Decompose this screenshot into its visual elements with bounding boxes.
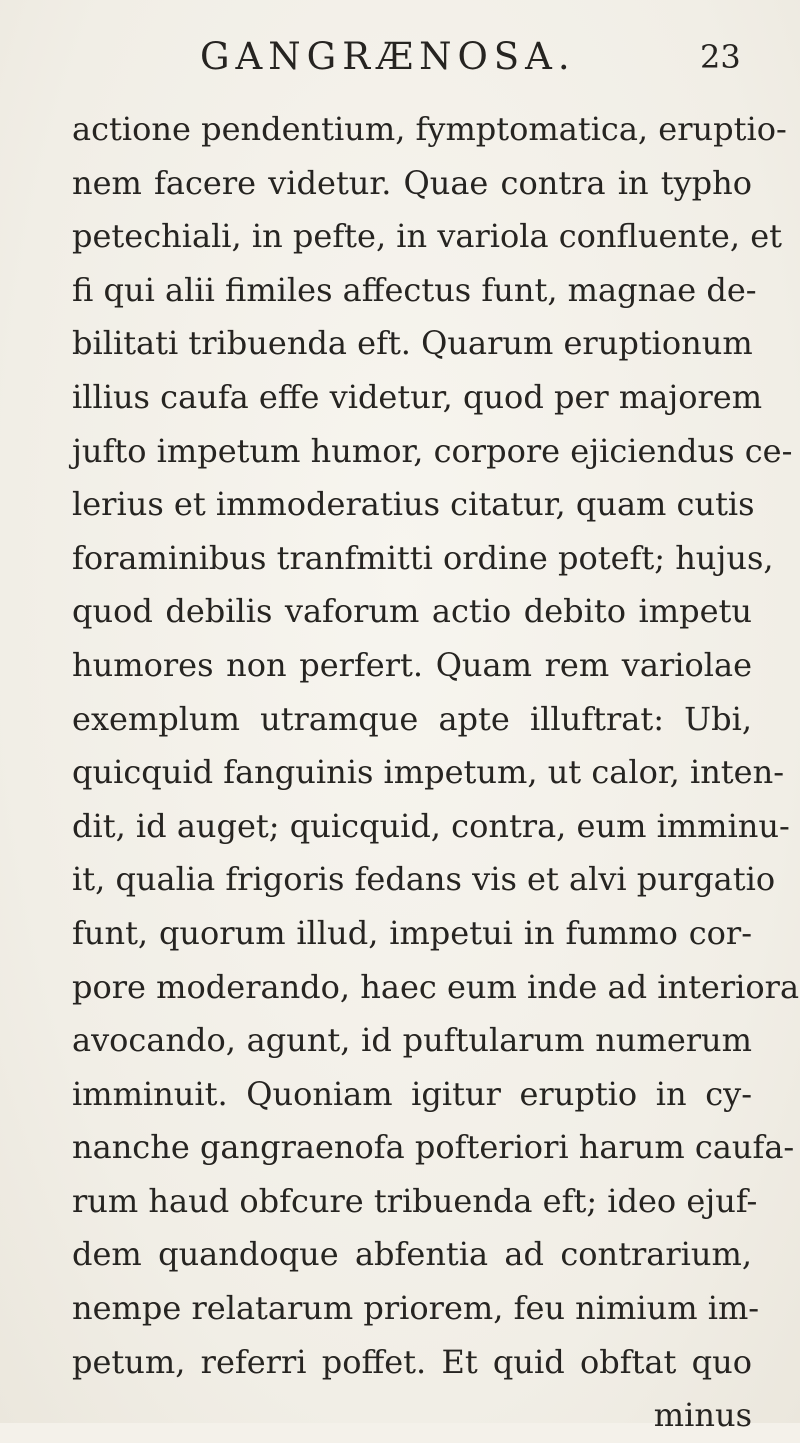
text-line: petum, referri poffet. Et quid obftat quo: [72, 1342, 752, 1381]
catchword: minus: [653, 1396, 752, 1435]
text-line: dit, id auget; quicquid, contra, eum imminu-: [72, 806, 790, 845]
text-line: nem facere videtur. Quae contra in typho: [72, 163, 752, 202]
text-line: fi qui alii fimiles affectus funt, magnae de-: [72, 270, 757, 309]
text-line: illius caufa effe videtur, quod per majorem: [72, 377, 763, 416]
text-line: rum haud obfcure tribuenda eft; ideo ejuf-: [72, 1181, 758, 1220]
text-line: humores non perfert. Quam rem variolae: [72, 645, 752, 684]
text-line: exemplum utramque apte illuftrat: Ubi,: [72, 699, 752, 738]
running-head: GANGRÆNOSA.: [200, 35, 576, 78]
text-line: jufto impetum humor, corpore ejiciendus ce-: [72, 431, 793, 470]
text-line: nanche gangraenofa pofteriori harum caufa-: [72, 1128, 795, 1167]
page-number: 23: [700, 38, 741, 76]
text-line: funt, quorum illud, impetui in fummo cor-: [72, 913, 752, 952]
text-line: pore moderando, haec eum inde ad interiora: [72, 967, 800, 1006]
text-line: avocando, agunt, id puftularum numerum: [72, 1021, 752, 1060]
page-header: [0, 32, 800, 82]
text-line: petechiali, in pefte, in variola confluente, et: [72, 217, 782, 256]
text-line: foraminibus tranfmitti ordine poteft; hujus,: [72, 538, 774, 577]
text-line: nempe relatarum priorem, feu nimium im-: [72, 1289, 760, 1328]
text-line: quicquid fanguinis impetum, ut calor, inten-: [72, 753, 785, 792]
text-line: lerius et immoderatius citatur, quam cutis: [72, 485, 755, 524]
body-text: [72, 103, 800, 1443]
text-line: imminuit. Quoniam igitur eruptio in cy-: [72, 1074, 752, 1113]
text-line: bilitati tribuenda eft. Quarum eruptionum: [72, 324, 753, 363]
text-line: quod debilis vaforum actio debito impetu: [72, 592, 752, 631]
text-line: actione pendentium, fymptomatica, eruptio-: [72, 110, 787, 148]
text-line: it, qualia frigoris fedans vis et alvi purgatio: [72, 860, 776, 899]
text-line: dem quandoque abfentia ad contrarium,: [72, 1235, 752, 1274]
